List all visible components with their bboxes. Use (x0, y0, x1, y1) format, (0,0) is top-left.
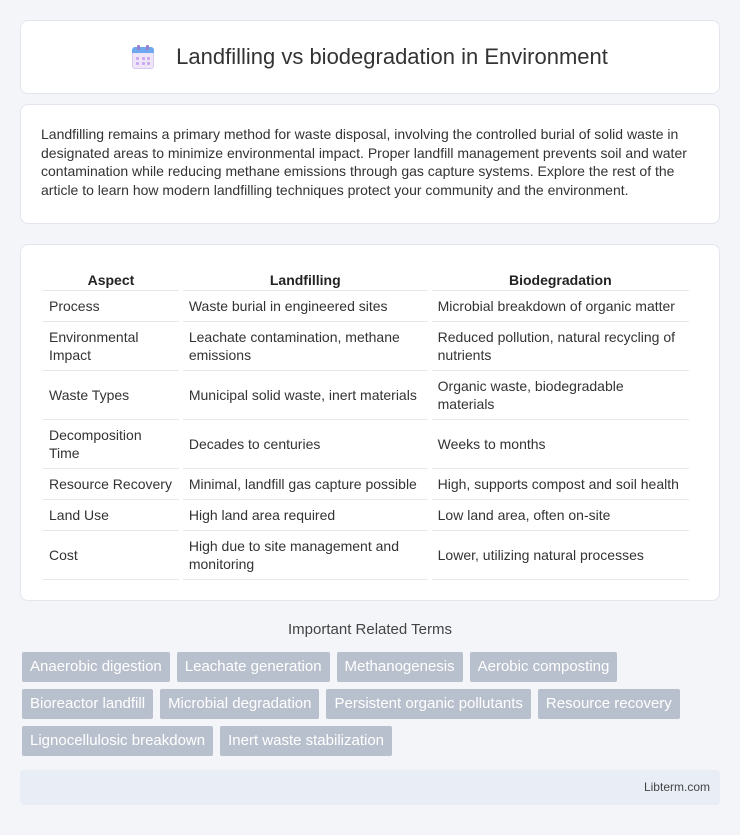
related-terms-list (22, 652, 722, 756)
table-cell-aspect: Cost (43, 531, 179, 580)
table-cell-landfilling: Minimal, landfill gas capture possible (183, 469, 428, 500)
table-cell-landfilling: Leachate contamination, methane emissions (183, 322, 428, 371)
comparison-table (39, 265, 693, 580)
intro-text: Landfilling remains a primary method for waste disposal, involving the controlled burial of solid waste in designated areas to minimize environmental impact. Proper landfill management prevents soil and water contamination while reducing methane emissions through gas capture systems. Explore the rest of the article to learn how modern landfilling techniques protect your community and the environment. (41, 126, 687, 198)
table-cell-aspect: Waste Types (43, 371, 179, 420)
related-term-tag[interactable]: Methanogenesis (337, 652, 463, 682)
table-cell-biodegradation: Microbial breakdown of organic matter (432, 291, 689, 322)
related-term-tag[interactable]: Anaerobic digestion (22, 652, 170, 682)
table-row (43, 420, 689, 469)
calendar-icon (132, 45, 154, 69)
table-row (43, 500, 689, 531)
table-cell-aspect: Decomposition Time (43, 420, 179, 469)
table-cell-biodegradation: Low land area, often on-site (432, 500, 689, 531)
page-title: Landfilling vs biodegradation in Environment (176, 44, 608, 69)
related-terms-title: Important Related Terms (288, 621, 452, 638)
column-header-landfilling: Landfilling (183, 265, 428, 291)
table-row (43, 322, 689, 371)
table-cell-aspect: Environmental Impact (43, 322, 179, 371)
table-cell-landfilling: Waste burial in engineered sites (183, 291, 428, 322)
table-cell-landfilling: Decades to centuries (183, 420, 428, 469)
related-term-tag[interactable]: Bioreactor landfill (22, 689, 153, 719)
table-row (43, 531, 689, 580)
table-cell-aspect: Process (43, 291, 179, 322)
intro-card (20, 104, 720, 224)
related-term-tag[interactable]: Persistent organic pollutants (326, 689, 530, 719)
table-cell-biodegradation: Organic waste, biodegradable materials (432, 371, 689, 420)
column-header-aspect: Aspect (43, 265, 179, 291)
table-cell-aspect: Land Use (43, 500, 179, 531)
table-row (43, 469, 689, 500)
table-cell-biodegradation: Reduced pollution, natural recycling of nutrients (432, 322, 689, 371)
related-term-tag[interactable]: Lignocellulosic breakdown (22, 726, 213, 756)
table-row (43, 291, 689, 322)
related-term-tag[interactable]: Inert waste stabilization (220, 726, 392, 756)
related-term-tag[interactable]: Resource recovery (538, 689, 680, 719)
table-cell-biodegradation: Weeks to months (432, 420, 689, 469)
title-wrap (132, 44, 608, 70)
comparison-table-card (20, 244, 720, 601)
table-cell-landfilling: High land area required (183, 500, 428, 531)
table-row (43, 371, 689, 420)
table-cell-landfilling: Municipal solid waste, inert materials (183, 371, 428, 420)
table-cell-aspect: Resource Recovery (43, 469, 179, 500)
related-term-tag[interactable]: Microbial degradation (160, 689, 319, 719)
table-cell-biodegradation: High, supports compost and soil health (432, 469, 689, 500)
table-header-row (43, 265, 689, 291)
footer-site-link[interactable]: Libterm.com (643, 780, 710, 794)
related-term-tag[interactable]: Aerobic composting (470, 652, 618, 682)
related-term-tag[interactable]: Leachate generation (177, 652, 330, 682)
column-header-biodegradation: Biodegradation (432, 265, 689, 291)
table-cell-biodegradation: Lower, utilizing natural processes (432, 531, 689, 580)
table-cell-landfilling: High due to site management and monitoring (183, 531, 428, 580)
header-card (20, 20, 720, 94)
footer (20, 770, 720, 805)
